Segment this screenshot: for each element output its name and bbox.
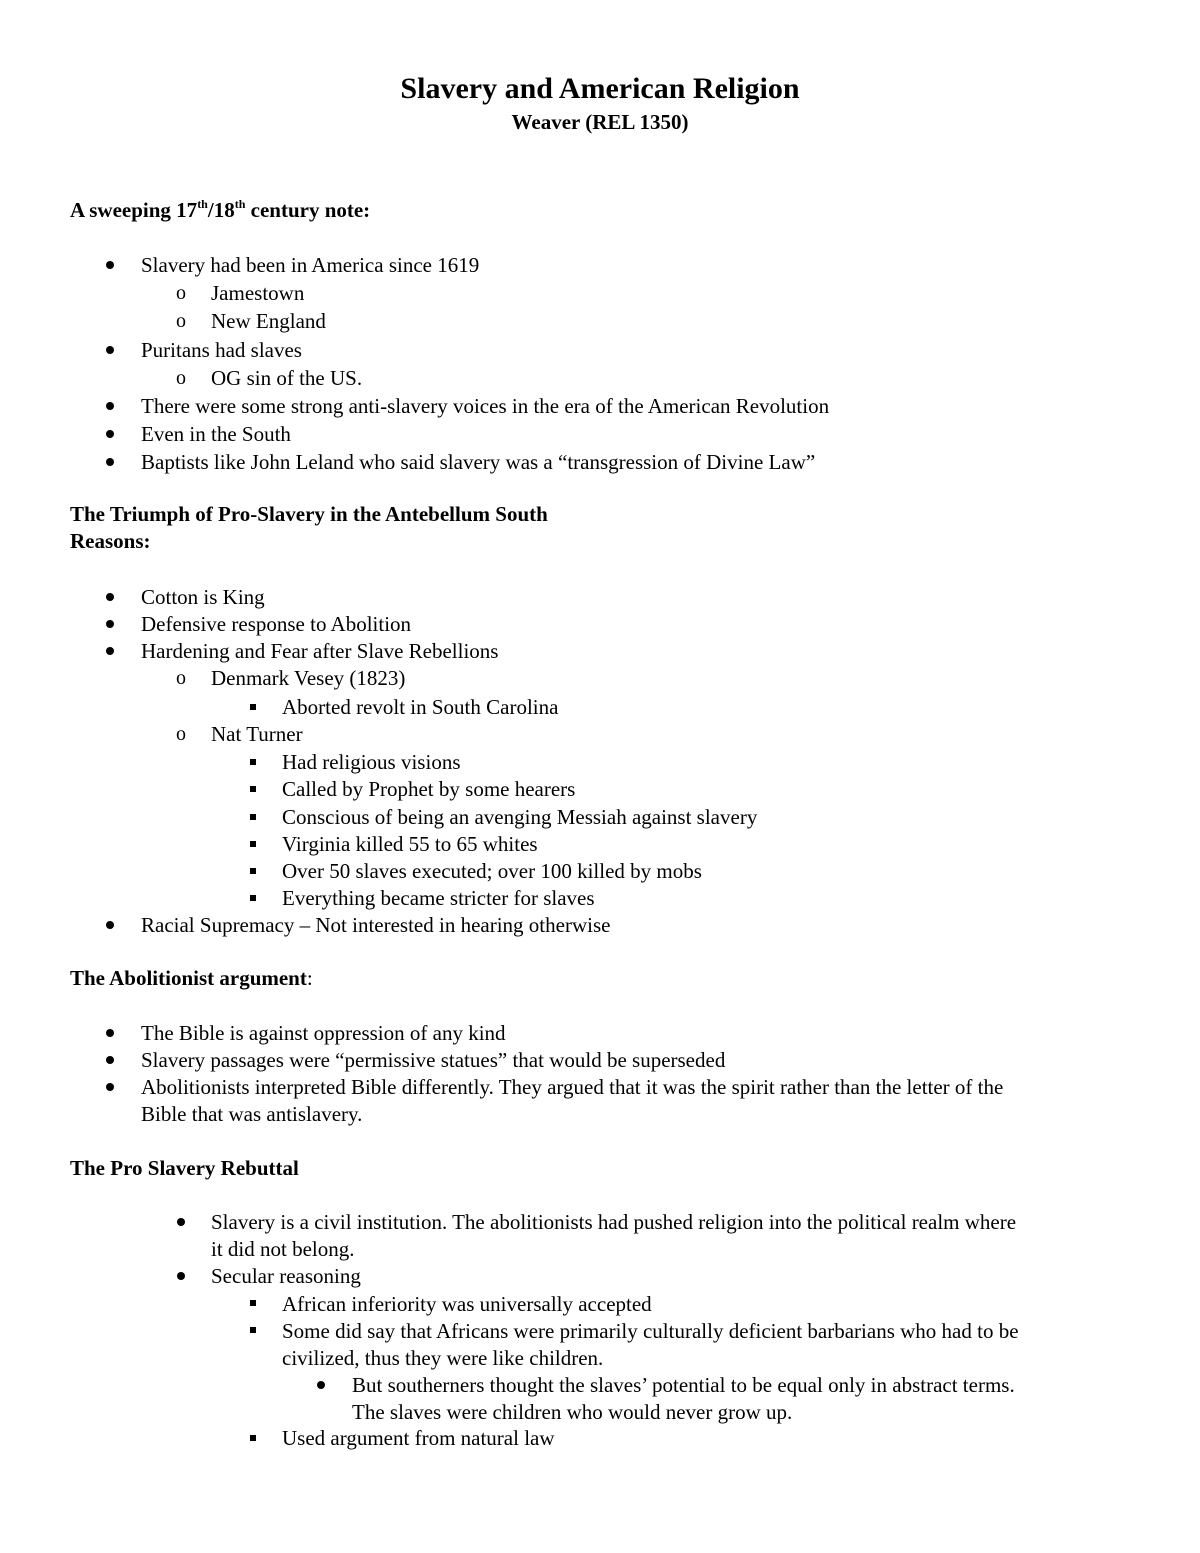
bullet-dot xyxy=(106,1083,114,1091)
bullet-dot xyxy=(106,647,114,655)
list-item: Nat Turner xyxy=(211,722,303,746)
bullet-dot xyxy=(106,1029,114,1037)
bullet-circle: o xyxy=(176,282,186,304)
bullet-square xyxy=(250,1435,256,1441)
list-item: Abolitionists interpreted Bible differently. They argued that it was the spirit rather than the letter of the xyxy=(141,1075,1004,1099)
section-heading-triumph: The Triumph of Pro-Slavery in the Antebellum South xyxy=(70,502,548,526)
bullet-square xyxy=(250,841,256,847)
list-item: Baptists like John Leland who said slavery was a “transgression of Divine Law” xyxy=(141,450,816,474)
bullet-dot xyxy=(106,593,114,601)
section-heading-rebuttal: The Pro Slavery Rebuttal xyxy=(70,1156,299,1180)
document-subtitle: Weaver (REL 1350) xyxy=(511,110,689,134)
superscript: th xyxy=(197,197,208,211)
list-item: Cotton is King xyxy=(141,585,265,609)
list-item: Hardening and Fear after Slave Rebellions xyxy=(141,639,499,663)
bullet-dot xyxy=(106,458,114,466)
bullet-square xyxy=(250,786,256,792)
document-title: Slavery and American Religion xyxy=(400,72,800,105)
bullet-dot xyxy=(177,1218,185,1226)
list-item: Called by Prophet by some hearers xyxy=(282,777,576,801)
list-item: The Bible is against oppression of any kind xyxy=(141,1021,506,1045)
bullet-dot xyxy=(106,1056,114,1064)
list-item: Racial Supremacy – Not interested in hearing otherwise xyxy=(141,913,611,937)
list-item: Some did say that Africans were primarily culturally deficient barbarians who had to be xyxy=(282,1319,1019,1343)
list-item: Over 50 slaves executed; over 100 killed by mobs xyxy=(282,859,702,883)
list-item-continuation: The slaves were children who would never grow up. xyxy=(352,1400,793,1424)
heading-text: century note: xyxy=(245,198,371,222)
section-heading-sweeping-note xyxy=(70,198,370,223)
bullet-square xyxy=(250,1300,256,1306)
list-item: Secular reasoning xyxy=(211,1264,361,1288)
bullet-dot xyxy=(317,1381,325,1389)
list-item: Jamestown xyxy=(211,281,305,305)
list-item-continuation: civilized, thus they were like children. xyxy=(282,1346,604,1370)
heading-text: /18 xyxy=(207,198,235,222)
bullet-square xyxy=(250,895,256,901)
bullet-dot xyxy=(106,921,114,929)
list-item: OG sin of the US. xyxy=(211,366,363,390)
list-item: New England xyxy=(211,309,326,333)
heading-colon: : xyxy=(306,966,313,990)
list-item: Slavery is a civil institution. The abolitionists had pushed religion into the political realm where xyxy=(211,1210,1017,1234)
bullet-square xyxy=(250,759,256,765)
list-item: Virginia killed 55 to 65 whites xyxy=(282,832,538,856)
list-item: Even in the South xyxy=(141,422,291,446)
bullet-dot xyxy=(177,1272,185,1280)
list-item: Aborted revolt in South Carolina xyxy=(282,695,559,719)
bullet-circle: o xyxy=(176,310,186,332)
list-item-continuation: it did not belong. xyxy=(211,1237,355,1261)
list-item: African inferiority was universally accepted xyxy=(282,1292,652,1316)
list-item: Everything became stricter for slaves xyxy=(282,886,595,910)
heading-text: A sweeping 17 xyxy=(70,198,198,222)
list-item: Slavery passages were “permissive statues” that would be superseded xyxy=(141,1048,726,1072)
section-heading-abolitionist xyxy=(70,966,313,991)
bullet-dot xyxy=(106,402,114,410)
list-item-continuation: Bible that was antislavery. xyxy=(141,1102,363,1126)
bullet-dot xyxy=(106,430,114,438)
list-item: Used argument from natural law xyxy=(282,1426,555,1450)
list-item: Conscious of being an avenging Messiah against slavery xyxy=(282,805,758,829)
bullet-circle: o xyxy=(176,667,186,689)
list-item: Had religious visions xyxy=(282,750,461,774)
list-item: Slavery had been in America since 1619 xyxy=(141,253,480,277)
bullet-square xyxy=(250,814,256,820)
list-item: But southerners thought the slaves’ potential to be equal only in abstract terms. xyxy=(352,1373,1015,1397)
list-item: Puritans had slaves xyxy=(141,338,302,362)
bullet-dot xyxy=(106,261,114,269)
bullet-square xyxy=(250,1327,256,1333)
superscript: th xyxy=(234,197,246,211)
bullet-circle: o xyxy=(176,367,186,389)
list-item: Denmark Vesey (1823) xyxy=(211,666,406,690)
bullet-dot xyxy=(106,346,114,354)
bullet-dot xyxy=(106,620,114,628)
heading-text: The Abolitionist argument xyxy=(70,966,307,990)
bullet-square xyxy=(250,868,256,874)
list-item: There were some strong anti-slavery voices in the era of the American Revolution xyxy=(141,394,830,418)
bullet-square xyxy=(250,704,256,710)
list-item: Defensive response to Abolition xyxy=(141,612,412,636)
bullet-circle: o xyxy=(176,723,186,745)
section-subheading-reasons: Reasons: xyxy=(70,529,151,553)
